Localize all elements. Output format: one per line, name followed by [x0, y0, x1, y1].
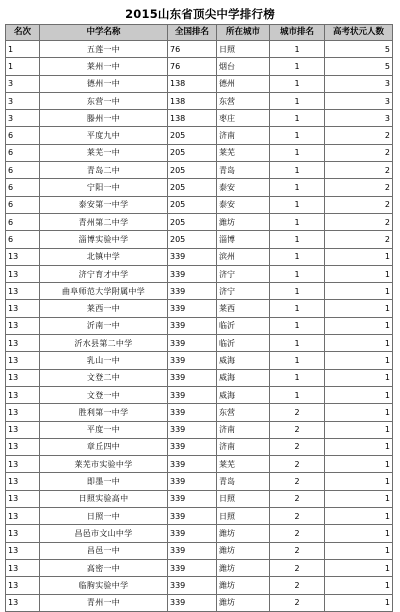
- header-top-scorers: 高考状元人数: [325, 25, 393, 41]
- cell-rank: 13: [6, 248, 40, 265]
- cell-school-name: 泰安第一中学: [40, 196, 168, 213]
- cell-city-rank: 2: [270, 421, 325, 438]
- cell-city: 威海: [217, 369, 270, 386]
- cell-rank: 13: [6, 421, 40, 438]
- cell-school-name: 青州一中: [40, 594, 168, 611]
- cell-top-scorers: 2: [325, 127, 393, 144]
- table-row: [6, 594, 393, 611]
- cell-national-rank: 339: [168, 577, 217, 594]
- cell-rank: 13: [6, 369, 40, 386]
- cell-city-rank: 1: [270, 231, 325, 248]
- cell-city-rank: 1: [270, 283, 325, 300]
- cell-city: 泰安: [217, 179, 270, 196]
- cell-school-name: 沂南一中: [40, 317, 168, 334]
- cell-school-name: 昌邑一中: [40, 542, 168, 559]
- cell-top-scorers: 3: [325, 92, 393, 109]
- cell-rank: 13: [6, 404, 40, 421]
- cell-city-rank: 1: [270, 41, 325, 58]
- cell-city: 东营: [217, 404, 270, 421]
- cell-national-rank: 138: [168, 75, 217, 92]
- cell-school-name: 胜利第一中学: [40, 404, 168, 421]
- cell-city: 威海: [217, 352, 270, 369]
- cell-top-scorers: 2: [325, 179, 393, 196]
- cell-city: 枣庄: [217, 110, 270, 127]
- cell-top-scorers: 1: [325, 456, 393, 473]
- cell-city-rank: 1: [270, 144, 325, 161]
- cell-city-rank: 2: [270, 508, 325, 525]
- cell-top-scorers: 1: [325, 559, 393, 576]
- cell-national-rank: 205: [168, 127, 217, 144]
- cell-top-scorers: 1: [325, 421, 393, 438]
- cell-national-rank: 339: [168, 300, 217, 317]
- cell-school-name: 北镇中学: [40, 248, 168, 265]
- cell-city-rank: 1: [270, 352, 325, 369]
- cell-school-name: 乳山一中: [40, 352, 168, 369]
- cell-national-rank: 76: [168, 41, 217, 58]
- cell-school-name: 即墨一中: [40, 473, 168, 490]
- cell-rank: 1: [6, 58, 40, 75]
- table-body: [6, 41, 393, 612]
- cell-rank: 13: [6, 594, 40, 611]
- cell-rank: 1: [6, 41, 40, 58]
- cell-national-rank: 339: [168, 283, 217, 300]
- table-header-row: [6, 25, 393, 41]
- table-row: [6, 75, 393, 92]
- table-row: [6, 127, 393, 144]
- cell-rank: 6: [6, 127, 40, 144]
- cell-school-name: 文登一中: [40, 386, 168, 403]
- cell-rank: 3: [6, 75, 40, 92]
- cell-city-rank: 2: [270, 473, 325, 490]
- table-row: [6, 559, 393, 576]
- cell-city: 滨州: [217, 248, 270, 265]
- cell-national-rank: 339: [168, 456, 217, 473]
- page-title: 2015山东省顶尖中学排行榜: [125, 7, 275, 21]
- table-row: [6, 317, 393, 334]
- cell-city: 东营: [217, 92, 270, 109]
- cell-city-rank: 2: [270, 559, 325, 576]
- cell-rank: 13: [6, 525, 40, 542]
- header-national-rank: 全国排名: [168, 25, 217, 41]
- cell-city: 日照: [217, 490, 270, 507]
- cell-top-scorers: 1: [325, 508, 393, 525]
- cell-school-name: 淄博实验中学: [40, 231, 168, 248]
- cell-national-rank: 138: [168, 92, 217, 109]
- ranking-table: [5, 24, 393, 612]
- cell-city-rank: 2: [270, 438, 325, 455]
- table-row: [6, 438, 393, 455]
- cell-city: 潍坊: [217, 525, 270, 542]
- cell-city: 日照: [217, 508, 270, 525]
- header-city: 所在城市: [217, 25, 270, 41]
- cell-top-scorers: 1: [325, 594, 393, 611]
- cell-national-rank: 138: [168, 110, 217, 127]
- cell-national-rank: 205: [168, 144, 217, 161]
- cell-national-rank: 76: [168, 58, 217, 75]
- cell-rank: 13: [6, 386, 40, 403]
- cell-city: 潍坊: [217, 594, 270, 611]
- cell-city: 烟台: [217, 58, 270, 75]
- cell-city-rank: 2: [270, 456, 325, 473]
- cell-city: 济南: [217, 438, 270, 455]
- cell-rank: 13: [6, 438, 40, 455]
- cell-city: 临沂: [217, 317, 270, 334]
- table-row: [6, 144, 393, 161]
- cell-top-scorers: 2: [325, 196, 393, 213]
- cell-rank: 13: [6, 265, 40, 282]
- cell-city-rank: 1: [270, 335, 325, 352]
- cell-city: 莱西: [217, 300, 270, 317]
- cell-rank: 13: [6, 508, 40, 525]
- cell-city: 济南: [217, 421, 270, 438]
- cell-national-rank: 339: [168, 525, 217, 542]
- cell-school-name: 高密一中: [40, 559, 168, 576]
- header-school-name: 中学名称: [40, 25, 168, 41]
- cell-rank: 13: [6, 577, 40, 594]
- cell-city-rank: 1: [270, 369, 325, 386]
- cell-city-rank: 2: [270, 594, 325, 611]
- cell-top-scorers: 1: [325, 525, 393, 542]
- cell-top-scorers: 1: [325, 438, 393, 455]
- table-row: [6, 196, 393, 213]
- cell-city: 泰安: [217, 196, 270, 213]
- cell-city: 济宁: [217, 283, 270, 300]
- cell-national-rank: 205: [168, 179, 217, 196]
- cell-top-scorers: 2: [325, 144, 393, 161]
- cell-school-name: 章丘四中: [40, 438, 168, 455]
- table-row: [6, 265, 393, 282]
- cell-school-name: 日照实验高中: [40, 490, 168, 507]
- cell-city-rank: 2: [270, 404, 325, 421]
- table-row: [6, 386, 393, 403]
- table-row: [6, 542, 393, 559]
- cell-rank: 6: [6, 213, 40, 230]
- cell-top-scorers: 1: [325, 473, 393, 490]
- cell-national-rank: 339: [168, 369, 217, 386]
- cell-city-rank: 1: [270, 386, 325, 403]
- cell-top-scorers: 1: [325, 490, 393, 507]
- cell-rank: 13: [6, 490, 40, 507]
- cell-national-rank: 339: [168, 473, 217, 490]
- cell-city-rank: 2: [270, 490, 325, 507]
- cell-national-rank: 339: [168, 265, 217, 282]
- cell-city-rank: 2: [270, 542, 325, 559]
- table-row: [6, 369, 393, 386]
- cell-city-rank: 1: [270, 265, 325, 282]
- table-row: [6, 248, 393, 265]
- cell-city: 莱芜: [217, 144, 270, 161]
- cell-rank: 6: [6, 196, 40, 213]
- cell-top-scorers: 1: [325, 317, 393, 334]
- cell-rank: 3: [6, 92, 40, 109]
- table-row: [6, 283, 393, 300]
- cell-top-scorers: 2: [325, 231, 393, 248]
- table-row: [6, 490, 393, 507]
- cell-rank: 13: [6, 456, 40, 473]
- cell-rank: 13: [6, 559, 40, 576]
- cell-national-rank: 339: [168, 386, 217, 403]
- cell-city: 日照: [217, 41, 270, 58]
- cell-rank: 13: [6, 300, 40, 317]
- cell-top-scorers: 1: [325, 352, 393, 369]
- cell-school-name: 莱州一中: [40, 58, 168, 75]
- cell-national-rank: 339: [168, 559, 217, 576]
- table-row: [6, 179, 393, 196]
- table-row: [6, 110, 393, 127]
- cell-national-rank: 339: [168, 542, 217, 559]
- cell-rank: 6: [6, 179, 40, 196]
- table-row: [6, 213, 393, 230]
- cell-top-scorers: 1: [325, 369, 393, 386]
- table-row: [6, 335, 393, 352]
- table-row: [6, 577, 393, 594]
- cell-top-scorers: 3: [325, 110, 393, 127]
- cell-school-name: 平度九中: [40, 127, 168, 144]
- header-rank: 名次: [6, 25, 40, 41]
- cell-city-rank: 1: [270, 300, 325, 317]
- cell-city-rank: 1: [270, 110, 325, 127]
- table-row: [6, 525, 393, 542]
- cell-top-scorers: 5: [325, 41, 393, 58]
- cell-national-rank: 339: [168, 438, 217, 455]
- cell-national-rank: 339: [168, 335, 217, 352]
- cell-city-rank: 2: [270, 577, 325, 594]
- table-row: [6, 58, 393, 75]
- table-row: [6, 421, 393, 438]
- cell-city-rank: 2: [270, 525, 325, 542]
- cell-city-rank: 1: [270, 196, 325, 213]
- cell-top-scorers: 5: [325, 58, 393, 75]
- cell-city: 潍坊: [217, 559, 270, 576]
- cell-rank: 13: [6, 473, 40, 490]
- cell-school-name: 临朐实验中学: [40, 577, 168, 594]
- table-row: [6, 41, 393, 58]
- cell-top-scorers: 1: [325, 542, 393, 559]
- cell-city: 淄博: [217, 231, 270, 248]
- cell-top-scorers: 1: [325, 265, 393, 282]
- cell-school-name: 滕州一中: [40, 110, 168, 127]
- cell-rank: 13: [6, 335, 40, 352]
- cell-top-scorers: 1: [325, 300, 393, 317]
- cell-top-scorers: 1: [325, 248, 393, 265]
- cell-national-rank: 339: [168, 317, 217, 334]
- cell-city-rank: 1: [270, 92, 325, 109]
- cell-city: 德州: [217, 75, 270, 92]
- cell-top-scorers: 1: [325, 335, 393, 352]
- cell-city-rank: 1: [270, 248, 325, 265]
- cell-national-rank: 339: [168, 248, 217, 265]
- cell-school-name: 东营一中: [40, 92, 168, 109]
- cell-top-scorers: 1: [325, 577, 393, 594]
- cell-city-rank: 1: [270, 213, 325, 230]
- cell-school-name: 平度一中: [40, 421, 168, 438]
- cell-school-name: 青岛二中: [40, 162, 168, 179]
- cell-school-name: 昌邑市文山中学: [40, 525, 168, 542]
- table-row: [6, 456, 393, 473]
- cell-national-rank: 339: [168, 404, 217, 421]
- table-row: [6, 300, 393, 317]
- cell-rank: 6: [6, 162, 40, 179]
- cell-rank: 13: [6, 283, 40, 300]
- cell-school-name: 宁阳一中: [40, 179, 168, 196]
- cell-national-rank: 205: [168, 213, 217, 230]
- cell-national-rank: 339: [168, 421, 217, 438]
- cell-rank: 13: [6, 542, 40, 559]
- cell-rank: 13: [6, 317, 40, 334]
- cell-school-name: 文登二中: [40, 369, 168, 386]
- cell-city-rank: 1: [270, 179, 325, 196]
- cell-national-rank: 339: [168, 352, 217, 369]
- cell-school-name: 济宁育才中学: [40, 265, 168, 282]
- cell-rank: 13: [6, 352, 40, 369]
- cell-school-name: 莱芜一中: [40, 144, 168, 161]
- table-row: [6, 404, 393, 421]
- cell-rank: 6: [6, 144, 40, 161]
- cell-city: 青岛: [217, 162, 270, 179]
- table-row: [6, 473, 393, 490]
- cell-city: 潍坊: [217, 542, 270, 559]
- cell-city: 临沂: [217, 335, 270, 352]
- cell-school-name: 日照一中: [40, 508, 168, 525]
- cell-school-name: 德州一中: [40, 75, 168, 92]
- header-city-rank: 城市排名: [270, 25, 325, 41]
- cell-national-rank: 339: [168, 490, 217, 507]
- cell-city: 潍坊: [217, 213, 270, 230]
- cell-rank: 3: [6, 110, 40, 127]
- cell-city: 威海: [217, 386, 270, 403]
- cell-school-name: 曲阜师范大学附属中学: [40, 283, 168, 300]
- cell-city-rank: 1: [270, 127, 325, 144]
- cell-top-scorers: 3: [325, 75, 393, 92]
- cell-school-name: 沂水县第二中学: [40, 335, 168, 352]
- cell-national-rank: 339: [168, 594, 217, 611]
- table-row: [6, 508, 393, 525]
- cell-city-rank: 1: [270, 317, 325, 334]
- cell-city-rank: 1: [270, 162, 325, 179]
- cell-school-name: 青州第二中学: [40, 213, 168, 230]
- cell-national-rank: 339: [168, 508, 217, 525]
- table-row: [6, 162, 393, 179]
- table-row: [6, 352, 393, 369]
- cell-city: 青岛: [217, 473, 270, 490]
- cell-top-scorers: 1: [325, 283, 393, 300]
- cell-school-name: 莱西一中: [40, 300, 168, 317]
- cell-school-name: 五莲一中: [40, 41, 168, 58]
- cell-school-name: 莱芜市实验中学: [40, 456, 168, 473]
- cell-top-scorers: 1: [325, 386, 393, 403]
- cell-city: 济南: [217, 127, 270, 144]
- cell-top-scorers: 2: [325, 213, 393, 230]
- cell-national-rank: 205: [168, 196, 217, 213]
- table-row: [6, 92, 393, 109]
- cell-city: 莱芜: [217, 456, 270, 473]
- cell-city-rank: 1: [270, 75, 325, 92]
- cell-city: 济宁: [217, 265, 270, 282]
- cell-rank: 6: [6, 231, 40, 248]
- table-row: [6, 231, 393, 248]
- cell-top-scorers: 2: [325, 162, 393, 179]
- cell-national-rank: 205: [168, 162, 217, 179]
- cell-national-rank: 205: [168, 231, 217, 248]
- cell-city-rank: 1: [270, 58, 325, 75]
- cell-city: 潍坊: [217, 577, 270, 594]
- cell-top-scorers: 1: [325, 404, 393, 421]
